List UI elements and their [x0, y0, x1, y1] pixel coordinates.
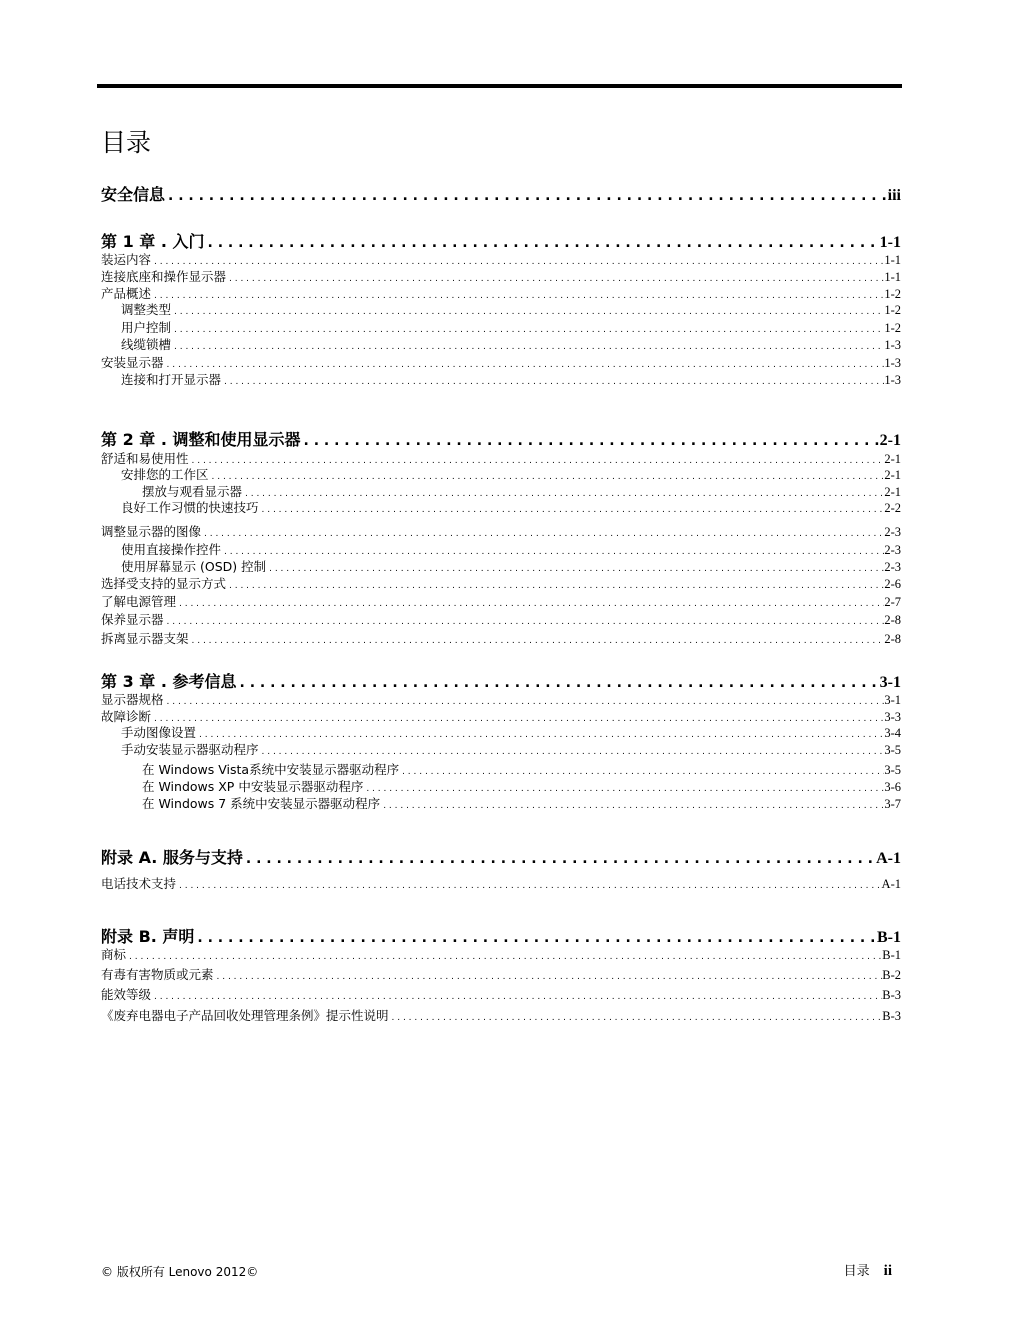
- toc-page: 1-2: [884, 303, 901, 317]
- toc-label: 手动图像设置: [121, 725, 197, 740]
- toc-entry[interactable]: [101, 612, 901, 630]
- toc-entry[interactable]: [101, 692, 901, 710]
- toc-entry[interactable]: [101, 967, 901, 985]
- dot-leader: [176, 876, 882, 894]
- toc-page: B-3: [882, 1009, 901, 1023]
- toc-label: 在 Windows XP 中安装显示器驱动程序: [142, 779, 364, 794]
- toc-label: 故障诊断: [101, 709, 152, 724]
- dot-leader: [301, 430, 880, 451]
- toc-entry[interactable]: [101, 320, 901, 338]
- dot-leader: [363, 779, 884, 797]
- toc-page: B-1: [882, 948, 901, 962]
- toc-label: 连接和打开显示器: [121, 372, 222, 387]
- toc-label: 使用屏幕显示 (OSD) 控制: [121, 559, 267, 574]
- dot-leader: [176, 594, 884, 612]
- footer-section: 目录: [843, 1264, 870, 1279]
- toc-label: 用户控制: [121, 320, 172, 335]
- toc-page: iii: [887, 187, 901, 204]
- toc-entry[interactable]: [101, 876, 901, 894]
- toc-page: 3-6: [884, 780, 901, 794]
- toc-page: 1-3: [884, 338, 901, 352]
- toc-page: B-2: [882, 968, 901, 982]
- toc-entry[interactable]: [101, 594, 901, 612]
- toc-page: 2-7: [884, 595, 901, 609]
- dot-leader: [164, 612, 885, 630]
- dot-leader: [171, 320, 884, 338]
- toc-page: 3-1: [884, 693, 901, 707]
- toc-label: 安装显示器: [101, 355, 164, 370]
- toc-page: 1-1: [884, 253, 901, 267]
- toc-label: 显示器规格: [101, 692, 164, 707]
- dot-leader: [226, 269, 884, 287]
- toc-label: 选择受支持的显示方式: [101, 576, 227, 591]
- toc-label: 保养显示器: [101, 612, 164, 627]
- dot-leader: [389, 1008, 883, 1026]
- toc-page: 2-8: [884, 613, 901, 627]
- toc-entry[interactable]: [101, 269, 901, 287]
- toc-label: 安全信息: [101, 185, 166, 204]
- toc-page: B-3: [882, 988, 901, 1002]
- dot-leader: [221, 372, 884, 390]
- toc-label: 舒适和易使用性: [101, 451, 189, 466]
- toc-entry[interactable]: [101, 337, 901, 355]
- toc-page: 3-5: [884, 763, 901, 777]
- toc-page: 2-3: [884, 543, 901, 557]
- dot-leader: [164, 692, 885, 710]
- toc-entry[interactable]: [101, 252, 901, 270]
- toc-entry[interactable]: [101, 987, 901, 1005]
- toc-label: 附录 A. 服务与支持: [101, 848, 243, 867]
- footer-page-label: [844, 1262, 892, 1281]
- toc-page: 2-1: [884, 468, 901, 482]
- toc-label: 装运内容: [101, 252, 152, 267]
- toc-page: 2-3: [884, 560, 901, 574]
- toc-label: 有毒有害物质或元素: [101, 967, 214, 982]
- toc-label: 安排您的工作区: [121, 467, 209, 482]
- toc-label: 手动安装显示器驱动程序: [121, 742, 259, 757]
- toc-label: 调整显示器的图像: [101, 524, 202, 539]
- dot-leader: [259, 500, 885, 518]
- toc-entry[interactable]: [101, 1008, 901, 1026]
- toc-entry[interactable]: [101, 524, 901, 542]
- dot-leader: [266, 559, 884, 577]
- dot-leader: [164, 355, 885, 373]
- toc-label: 商标: [101, 947, 127, 962]
- toc-entry[interactable]: [101, 467, 901, 485]
- toc-entry[interactable]: [101, 762, 901, 780]
- dot-leader: [189, 631, 885, 649]
- toc-page: 3-7: [884, 797, 901, 811]
- toc-chapter-safety[interactable]: [101, 185, 901, 206]
- toc-page: 1-1: [879, 234, 901, 251]
- toc-label: 第 3 章 . 参考信息: [101, 672, 237, 691]
- toc-page: 2-8: [884, 632, 901, 646]
- toc-page: 1-3: [884, 373, 901, 387]
- toc-label: 附录 B. 声明: [101, 927, 195, 946]
- toc-page: 3-5: [884, 743, 901, 757]
- toc-label: 在 Windows Vista系统中安装显示器驱动程序: [142, 762, 400, 777]
- dot-leader: [126, 947, 882, 965]
- toc-label: 连接底座和操作显示器: [101, 269, 227, 284]
- toc-appendix-b[interactable]: [101, 927, 901, 948]
- table-of-contents: [101, 0, 901, 1320]
- toc-label: 使用直接操作控件: [121, 542, 222, 557]
- toc-page: 3-4: [884, 726, 901, 740]
- toc-label: 在 Windows 7 系统中安装显示器驱动程序: [142, 796, 381, 811]
- dot-leader: [196, 725, 884, 743]
- toc-entry[interactable]: [101, 779, 901, 797]
- page-title: 目录: [101, 128, 152, 157]
- dot-leader: [205, 232, 880, 253]
- toc-label: 产品概述: [101, 286, 152, 301]
- toc-entry[interactable]: [101, 742, 901, 760]
- toc-page: 1-1: [884, 270, 901, 284]
- dot-leader: [201, 524, 884, 542]
- dot-leader: [194, 927, 877, 948]
- toc-entry[interactable]: [101, 302, 901, 320]
- toc-page: 2-6: [884, 577, 901, 591]
- toc-page: A-1: [876, 850, 901, 867]
- dot-leader: [171, 337, 884, 355]
- toc-entry[interactable]: [101, 500, 901, 518]
- toc-entry[interactable]: [101, 372, 901, 390]
- footer-copyright: © 版权所有 Lenovo 2012©: [101, 1265, 259, 1279]
- toc-entry[interactable]: [101, 542, 901, 560]
- toc-label: 拆离显示器支架: [101, 631, 189, 646]
- toc-page: B-1: [877, 929, 901, 946]
- dot-leader: [151, 987, 882, 1005]
- toc-chapter-1[interactable]: [101, 232, 901, 253]
- toc-page: 1-3: [884, 356, 901, 370]
- dot-leader: [243, 848, 876, 869]
- toc-label: 摆放与观看显示器: [142, 484, 243, 499]
- toc-label: 良好工作习惯的快速技巧: [121, 500, 259, 515]
- toc-label: 第 2 章 . 调整和使用显示器: [101, 430, 301, 449]
- toc-entry[interactable]: [101, 947, 901, 965]
- toc-label: 线缆锁槽: [121, 337, 172, 352]
- toc-chapter-3[interactable]: [101, 672, 901, 693]
- toc-page: 1-2: [884, 287, 901, 301]
- toc-page: A-1: [881, 877, 901, 891]
- toc-entry[interactable]: [101, 796, 901, 814]
- dot-leader: [380, 796, 884, 814]
- toc-page: 2-2: [884, 501, 901, 515]
- toc-label: 调整类型: [121, 302, 172, 317]
- toc-label: 电话技术支持: [101, 876, 177, 891]
- toc-entry[interactable]: [101, 631, 901, 649]
- dot-leader: [226, 576, 884, 594]
- dot-leader: [151, 252, 884, 270]
- dot-leader: [171, 302, 884, 320]
- toc-entry[interactable]: [101, 725, 901, 743]
- toc-label: 《废弃电器电子产品回收处理管理条例》提示性说明: [101, 1008, 389, 1023]
- dot-leader: [165, 185, 888, 206]
- footer-page-number: ii: [883, 1263, 892, 1279]
- dot-leader: [399, 762, 884, 780]
- toc-entry[interactable]: [101, 559, 901, 577]
- toc-chapter-2[interactable]: [101, 430, 901, 451]
- toc-label: 了解电源管理: [101, 594, 177, 609]
- toc-page: 2-1: [884, 452, 901, 466]
- toc-entry[interactable]: [101, 576, 901, 594]
- toc-page: 3-1: [879, 674, 901, 691]
- toc-page: 2-1: [879, 432, 901, 449]
- dot-leader: [209, 467, 885, 485]
- toc-page: 2-3: [884, 525, 901, 539]
- toc-entry[interactable]: [101, 355, 901, 373]
- dot-leader: [259, 742, 885, 760]
- dot-leader: [221, 542, 884, 560]
- toc-page: 1-2: [884, 321, 901, 335]
- toc-label: 能效等级: [101, 987, 152, 1002]
- toc-label: 第 1 章 . 入门: [101, 232, 205, 251]
- toc-appendix-a[interactable]: [101, 848, 901, 869]
- toc-page: 3-3: [884, 710, 901, 724]
- toc-page: 2-1: [884, 485, 901, 499]
- dot-leader: [214, 967, 883, 985]
- dot-leader: [237, 672, 880, 693]
